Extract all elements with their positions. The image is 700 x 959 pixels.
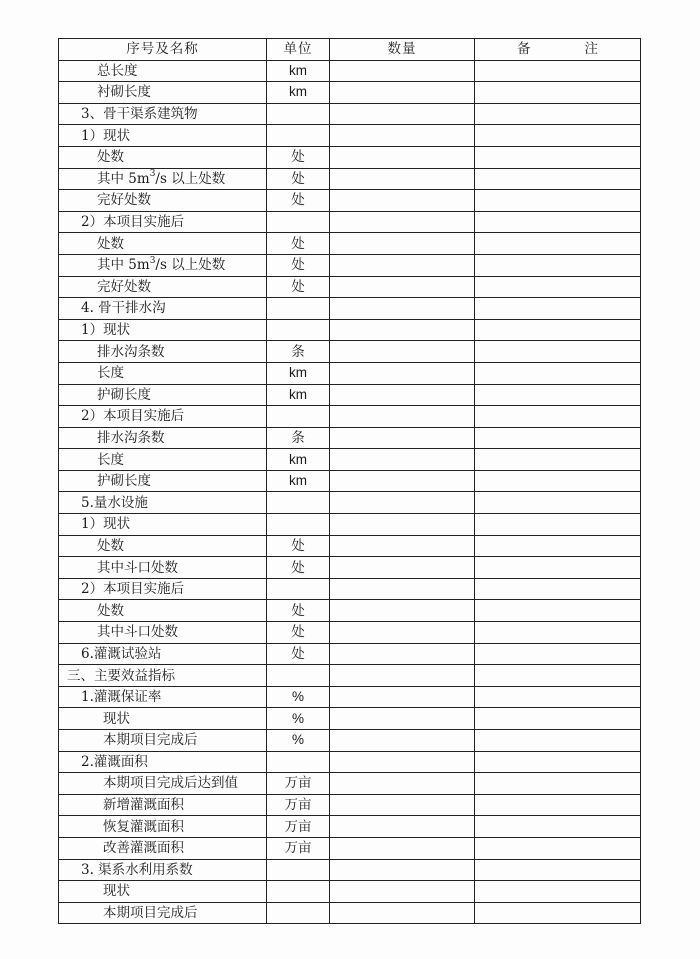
row-unit: 处	[267, 622, 330, 644]
row-name	[59, 794, 267, 816]
row-remark-cell	[475, 600, 641, 622]
row-name-text: 3. 渠系水利用系数	[81, 861, 193, 878]
row-name	[59, 837, 267, 859]
row-remark-cell	[475, 103, 641, 125]
row-quantity-cell	[330, 319, 475, 341]
table-row	[59, 190, 641, 212]
row-name	[59, 211, 267, 233]
row-quantity-cell	[330, 254, 475, 276]
row-remark-cell	[475, 298, 641, 320]
row-quantity-cell	[330, 557, 475, 579]
row-quantity-cell	[330, 773, 475, 795]
row-name-text: 衬砌长度	[97, 84, 151, 101]
row-name-text: 完好处数	[97, 192, 151, 209]
row-quantity-cell	[330, 384, 475, 406]
row-remark-cell	[475, 708, 641, 730]
row-remark-cell	[475, 535, 641, 557]
row-remark-cell	[475, 622, 641, 644]
header-quantity: 数量	[330, 39, 475, 61]
row-quantity-cell	[330, 665, 475, 687]
table-row	[59, 319, 641, 341]
row-unit: km	[267, 60, 330, 82]
row-name	[59, 578, 267, 600]
row-name-text-after: /s 以上处数	[155, 170, 226, 187]
row-unit: km	[267, 449, 330, 471]
row-remark-cell	[475, 557, 641, 579]
row-unit: 万亩	[267, 816, 330, 838]
row-name-text: 其中斗口处数	[97, 559, 178, 576]
table-row	[59, 578, 641, 600]
row-quantity-cell	[330, 730, 475, 752]
row-unit: 处	[267, 557, 330, 579]
row-remark-cell	[475, 902, 641, 924]
table-row	[59, 859, 641, 881]
row-name-text: 其中 5m	[97, 257, 150, 274]
row-name	[59, 233, 267, 255]
row-name	[59, 881, 267, 903]
row-name	[59, 406, 267, 428]
header-unit: 单位	[267, 39, 330, 61]
table-row	[59, 881, 641, 903]
row-remark-cell	[475, 859, 641, 881]
row-remark-cell	[475, 730, 641, 752]
row-remark-cell	[475, 82, 641, 104]
row-name	[59, 319, 267, 341]
row-name-text: 1）现状	[81, 127, 131, 144]
header-remark	[475, 39, 641, 61]
row-unit: km	[267, 362, 330, 384]
row-unit: 处	[267, 254, 330, 276]
row-name	[59, 708, 267, 730]
row-unit: 处	[267, 233, 330, 255]
row-name-text: 2）本项目实施后	[81, 408, 185, 425]
row-name-text: 排水沟条数	[97, 343, 165, 360]
row-name-text: 其中斗口处数	[97, 624, 178, 641]
row-remark-cell	[475, 146, 641, 168]
row-quantity-cell	[330, 816, 475, 838]
row-quantity-cell	[330, 514, 475, 536]
row-quantity-cell	[330, 837, 475, 859]
row-name	[59, 492, 267, 514]
row-unit: 条	[267, 427, 330, 449]
table-row	[59, 600, 641, 622]
row-unit	[267, 859, 330, 881]
row-name	[59, 730, 267, 752]
row-unit	[267, 902, 330, 924]
row-remark-cell	[475, 751, 641, 773]
row-name	[59, 103, 267, 125]
row-name	[59, 470, 267, 492]
table-row	[59, 557, 641, 579]
row-name-text: 护砌长度	[97, 473, 151, 490]
header-row	[59, 39, 641, 61]
row-unit: 处	[267, 600, 330, 622]
row-quantity-cell	[330, 146, 475, 168]
row-quantity-cell	[330, 60, 475, 82]
row-unit	[267, 492, 330, 514]
table-row	[59, 168, 641, 190]
row-name	[59, 384, 267, 406]
row-name-text: 1.灌溉保证率	[81, 689, 162, 706]
row-remark-cell	[475, 470, 641, 492]
row-unit: %	[267, 686, 330, 708]
table-row	[59, 837, 641, 859]
row-remark-cell	[475, 384, 641, 406]
row-unit: 处	[267, 168, 330, 190]
row-quantity-cell	[330, 103, 475, 125]
row-name	[59, 535, 267, 557]
table-row	[59, 211, 641, 233]
row-name-text: 完好处数	[97, 278, 151, 295]
row-unit: 万亩	[267, 794, 330, 816]
row-name-text: 2）本项目实施后	[81, 581, 185, 598]
table-row	[59, 406, 641, 428]
table-row	[59, 362, 641, 384]
row-name-text: 长度	[97, 365, 124, 382]
table-row	[59, 816, 641, 838]
table-row	[59, 686, 641, 708]
table-row	[59, 449, 641, 471]
table-row	[59, 514, 641, 536]
table-row	[59, 535, 641, 557]
row-quantity-cell	[330, 686, 475, 708]
row-unit	[267, 103, 330, 125]
row-name-text: 3、骨干渠系建筑物	[81, 106, 198, 123]
row-remark-cell	[475, 816, 641, 838]
row-name	[59, 902, 267, 924]
row-unit: 处	[267, 276, 330, 298]
header-remark-b: 注	[584, 41, 598, 58]
row-name-text: 恢复灌溉面积	[103, 818, 184, 835]
row-quantity-cell	[330, 125, 475, 147]
row-quantity-cell	[330, 427, 475, 449]
row-unit	[267, 578, 330, 600]
row-quantity-cell	[330, 535, 475, 557]
row-name-text: 本期项目完成后达到值	[103, 775, 238, 792]
row-remark-cell	[475, 276, 641, 298]
table-row	[59, 665, 641, 687]
row-name	[59, 816, 267, 838]
row-name-text: 处数	[97, 149, 124, 166]
row-name-text: 处数	[97, 602, 124, 619]
row-name-text: 其中 5m	[97, 170, 150, 187]
table-row	[59, 902, 641, 924]
row-quantity-cell	[330, 362, 475, 384]
row-quantity-cell	[330, 449, 475, 471]
header-remark-a: 备	[517, 41, 531, 58]
row-name-text-after: /s 以上处数	[155, 257, 226, 274]
row-name	[59, 298, 267, 320]
row-name	[59, 622, 267, 644]
row-remark-cell	[475, 578, 641, 600]
table-row	[59, 730, 641, 752]
row-remark-cell	[475, 319, 641, 341]
table-row	[59, 60, 641, 82]
row-name-text: 现状	[103, 710, 130, 727]
table-row	[59, 492, 641, 514]
row-remark-cell	[475, 233, 641, 255]
row-quantity-cell	[330, 794, 475, 816]
table-row	[59, 82, 641, 104]
row-name-text: 本期项目完成后	[103, 732, 198, 749]
row-name-text: 三、主要效益指标	[67, 667, 175, 684]
table-row	[59, 233, 641, 255]
row-unit: 万亩	[267, 773, 330, 795]
row-remark-cell	[475, 794, 641, 816]
row-unit: km	[267, 384, 330, 406]
row-name-text: 本期项目完成后	[103, 905, 198, 922]
row-name	[59, 773, 267, 795]
row-quantity-cell	[330, 276, 475, 298]
row-unit	[267, 125, 330, 147]
row-name-superscript: 3	[149, 169, 156, 180]
table-row	[59, 125, 641, 147]
row-quantity-cell	[330, 492, 475, 514]
row-name	[59, 686, 267, 708]
row-unit	[267, 406, 330, 428]
row-name-text: 护砌长度	[97, 386, 151, 403]
row-quantity-cell	[330, 233, 475, 255]
row-name	[59, 82, 267, 104]
table-row	[59, 276, 641, 298]
table-row	[59, 146, 641, 168]
row-name-text: 5.量水设施	[81, 494, 148, 511]
row-name-text: 4. 骨干排水沟	[81, 300, 166, 317]
row-remark-cell	[475, 60, 641, 82]
row-name	[59, 557, 267, 579]
row-name-text: 1）现状	[81, 322, 131, 339]
row-name	[59, 276, 267, 298]
row-quantity-cell	[330, 643, 475, 665]
row-remark-cell	[475, 254, 641, 276]
row-quantity-cell	[330, 470, 475, 492]
row-quantity-cell	[330, 211, 475, 233]
row-quantity-cell	[330, 298, 475, 320]
row-unit: 处	[267, 146, 330, 168]
row-name-text: 新增灌溉面积	[103, 797, 184, 814]
row-remark-cell	[475, 427, 641, 449]
table-row	[59, 341, 641, 363]
table-row	[59, 298, 641, 320]
row-remark-cell	[475, 643, 641, 665]
row-quantity-cell	[330, 859, 475, 881]
row-name-superscript: 3	[149, 255, 156, 266]
row-unit: 处	[267, 190, 330, 212]
row-name-text: 总长度	[97, 62, 138, 79]
row-quantity-cell	[330, 600, 475, 622]
row-unit	[267, 751, 330, 773]
row-unit: 条	[267, 341, 330, 363]
row-remark-cell	[475, 168, 641, 190]
row-remark-cell	[475, 125, 641, 147]
row-name	[59, 190, 267, 212]
row-name-text: 2）本项目实施后	[81, 214, 185, 231]
row-unit	[267, 298, 330, 320]
row-quantity-cell	[330, 82, 475, 104]
header-name: 序号及名称	[59, 39, 267, 61]
row-name	[59, 665, 267, 687]
table-body	[59, 60, 641, 924]
row-unit: km	[267, 470, 330, 492]
row-remark-cell	[475, 449, 641, 471]
row-name	[59, 341, 267, 363]
row-name	[59, 859, 267, 881]
table-row	[59, 643, 641, 665]
row-name	[59, 751, 267, 773]
row-name-text: 处数	[97, 235, 124, 252]
row-unit: %	[267, 708, 330, 730]
row-name	[59, 600, 267, 622]
row-remark-cell	[475, 773, 641, 795]
row-quantity-cell	[330, 406, 475, 428]
row-remark-cell	[475, 362, 641, 384]
row-name-text: 长度	[97, 451, 124, 468]
row-name-text: 排水沟条数	[97, 429, 165, 446]
table-row	[59, 470, 641, 492]
row-name	[59, 362, 267, 384]
row-name	[59, 60, 267, 82]
row-name-text: 1）现状	[81, 516, 131, 533]
row-unit	[267, 514, 330, 536]
row-quantity-cell	[330, 622, 475, 644]
row-remark-cell	[475, 837, 641, 859]
row-name-text: 6.灌溉试验站	[81, 645, 162, 662]
row-unit: %	[267, 730, 330, 752]
row-remark-cell	[475, 190, 641, 212]
row-unit	[267, 211, 330, 233]
row-remark-cell	[475, 665, 641, 687]
row-remark-cell	[475, 686, 641, 708]
table-row	[59, 622, 641, 644]
row-unit	[267, 881, 330, 903]
row-unit	[267, 665, 330, 687]
row-name-text: 改善灌溉面积	[103, 840, 184, 857]
table-row	[59, 103, 641, 125]
row-quantity-cell	[330, 578, 475, 600]
row-name	[59, 514, 267, 536]
row-unit	[267, 319, 330, 341]
row-unit: 万亩	[267, 837, 330, 859]
row-name	[59, 254, 267, 276]
row-quantity-cell	[330, 708, 475, 730]
row-remark-cell	[475, 341, 641, 363]
row-unit: 处	[267, 643, 330, 665]
row-quantity-cell	[330, 881, 475, 903]
table-row	[59, 708, 641, 730]
row-name	[59, 643, 267, 665]
table-row	[59, 794, 641, 816]
indicator-table	[58, 38, 641, 924]
row-name	[59, 146, 267, 168]
row-name-text: 2.灌溉面积	[81, 753, 148, 770]
row-remark-cell	[475, 514, 641, 536]
table-row	[59, 751, 641, 773]
row-remark-cell	[475, 492, 641, 514]
row-name-text: 现状	[103, 883, 130, 900]
row-quantity-cell	[330, 902, 475, 924]
row-name	[59, 427, 267, 449]
table-row	[59, 427, 641, 449]
table-row	[59, 254, 641, 276]
row-remark-cell	[475, 406, 641, 428]
row-unit: 处	[267, 535, 330, 557]
row-name	[59, 449, 267, 471]
row-name-text: 处数	[97, 537, 124, 554]
row-quantity-cell	[330, 751, 475, 773]
table-row	[59, 384, 641, 406]
row-name	[59, 125, 267, 147]
row-remark-cell	[475, 881, 641, 903]
table-row	[59, 773, 641, 795]
row-name	[59, 168, 267, 190]
row-quantity-cell	[330, 168, 475, 190]
row-unit: km	[267, 82, 330, 104]
row-quantity-cell	[330, 190, 475, 212]
row-remark-cell	[475, 211, 641, 233]
row-quantity-cell	[330, 341, 475, 363]
